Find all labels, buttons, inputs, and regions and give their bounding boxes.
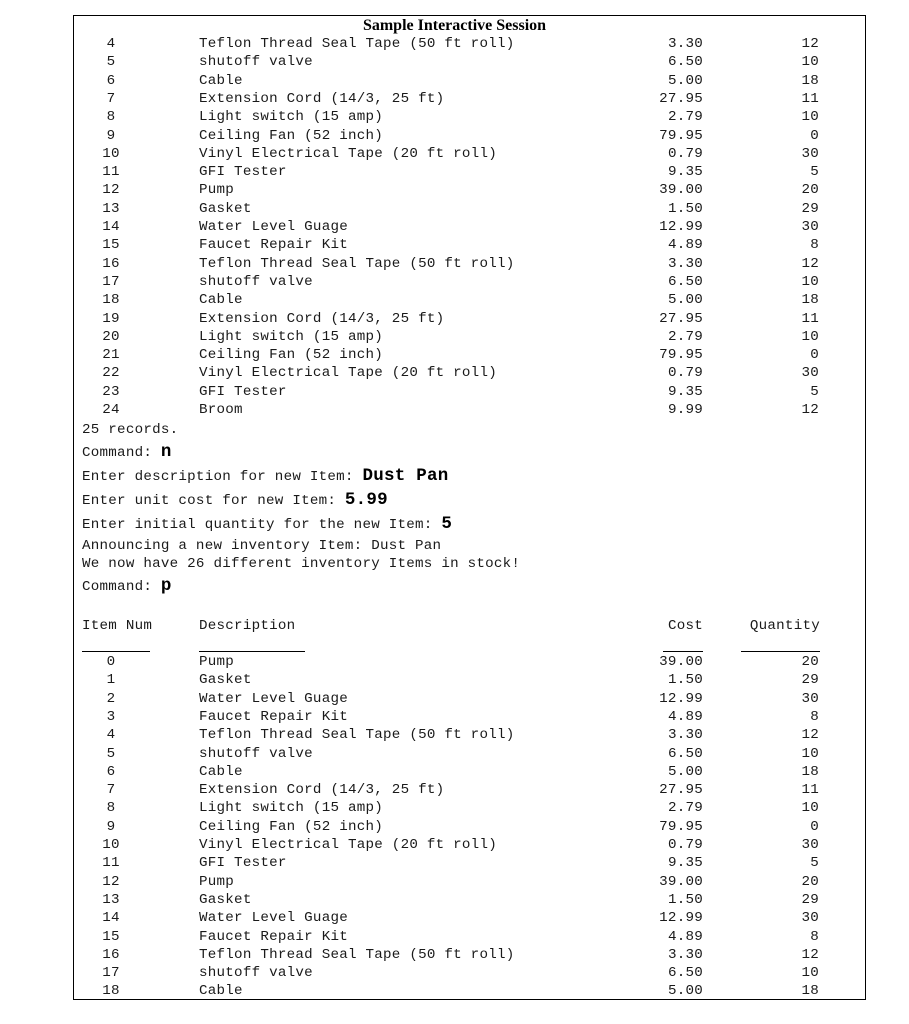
item-quantity: 10 — [801, 328, 819, 345]
item-cost: 12.99 — [659, 219, 703, 235]
item-quantity: 8 — [810, 928, 819, 945]
item-quantity: 12 — [801, 946, 819, 963]
item-quantity: 11 — [801, 90, 819, 107]
item-quantity: 0 — [810, 127, 819, 144]
item-quantity: 18 — [801, 292, 819, 309]
item-num: 7 — [106, 782, 116, 799]
item-description: GFI Tester — [199, 855, 287, 872]
item-num: 8 — [106, 800, 116, 817]
item-description: Vinyl Electrical Tape (20 ft roll) — [199, 365, 497, 382]
item-quantity: 18 — [801, 763, 819, 780]
item-num: 11 — [102, 855, 120, 872]
item-quantity: 20 — [801, 873, 819, 890]
item-description: Light switch (15 amp) — [199, 328, 384, 345]
item-num: 15 — [102, 237, 120, 254]
page-title: Sample Interactive Session — [362, 17, 547, 34]
item-num: 5 — [106, 54, 116, 71]
header-description: Description — [199, 618, 296, 634]
item-description: Light switch (15 amp) — [199, 800, 384, 817]
item-num: 19 — [102, 310, 120, 327]
item-num: 16 — [102, 255, 120, 272]
item-cost: 39.00 — [659, 873, 703, 890]
item-quantity: 12 — [801, 402, 819, 418]
item-cost: 27.95 — [659, 90, 703, 107]
item-cost: 1.50 — [667, 200, 703, 217]
item-cost: 0.79 — [667, 145, 703, 162]
header-underline — [82, 651, 150, 652]
item-quantity: 30 — [801, 365, 819, 382]
item-cost: 39.00 — [659, 654, 703, 670]
item-description: GFI Tester — [199, 383, 287, 400]
command-input: n — [160, 442, 172, 462]
item-description: Ceiling Fan (52 inch) — [199, 818, 384, 835]
item-num: 2 — [106, 690, 116, 707]
item-quantity: 11 — [801, 782, 819, 799]
item-description: Cable — [199, 292, 243, 309]
item-quantity: 20 — [801, 182, 819, 199]
item-description: Faucet Repair Kit — [199, 708, 348, 725]
command-prompt: Command: — [82, 445, 161, 461]
item-description: shutoff valve — [199, 745, 313, 762]
item-num: 15 — [102, 928, 120, 945]
item-quantity: 12 — [801, 36, 819, 52]
item-quantity: 29 — [801, 672, 819, 689]
item-num: 21 — [102, 347, 120, 364]
item-cost: 5.00 — [667, 72, 703, 89]
item-description: Cable — [199, 983, 243, 1000]
header-underline — [663, 651, 703, 652]
item-cost: 2.79 — [667, 328, 703, 345]
stock-line: We now have 26 different inventory Items in stock! — [82, 556, 521, 572]
item-quantity: 30 — [801, 690, 819, 707]
command-line-2 — [82, 577, 172, 596]
item-quantity: 30 — [801, 910, 819, 927]
cost-line — [82, 491, 388, 510]
item-cost: 9.35 — [667, 855, 703, 872]
item-num: 5 — [106, 745, 116, 762]
item-description: Water Level Guage — [199, 690, 348, 707]
item-num: 17 — [102, 965, 120, 982]
item-num: 12 — [102, 182, 120, 199]
item-description: Water Level Guage — [199, 219, 348, 235]
item-quantity: 18 — [801, 983, 819, 1000]
records-count: 25 records. — [82, 422, 179, 438]
item-num: 4 — [106, 36, 116, 52]
item-quantity: 10 — [801, 54, 819, 71]
item-cost: 6.50 — [667, 54, 703, 71]
item-cost: 39.00 — [659, 182, 703, 199]
item-description: Ceiling Fan (52 inch) — [199, 127, 384, 144]
item-description: GFI Tester — [199, 164, 287, 181]
description-prompt: Enter description for new Item: — [82, 469, 363, 485]
item-quantity: 10 — [801, 800, 819, 817]
item-cost: 9.35 — [667, 383, 703, 400]
item-num: 14 — [102, 219, 120, 235]
item-num: 17 — [102, 273, 120, 290]
item-cost: 0.79 — [667, 365, 703, 382]
item-cost: 3.30 — [667, 727, 703, 744]
command-line-1 — [82, 443, 172, 462]
item-description: Broom — [199, 402, 243, 418]
item-num: 23 — [102, 383, 120, 400]
item-cost: 4.89 — [667, 928, 703, 945]
item-quantity: 0 — [810, 347, 819, 364]
item-cost: 6.50 — [667, 273, 703, 290]
item-description: Vinyl Electrical Tape (20 ft roll) — [199, 837, 497, 853]
item-num: 10 — [102, 145, 120, 162]
item-description: Faucet Repair Kit — [199, 928, 348, 945]
item-cost: 4.89 — [667, 708, 703, 725]
item-cost: 79.95 — [659, 127, 703, 144]
item-cost: 27.95 — [659, 782, 703, 799]
item-num: 0 — [106, 654, 116, 670]
item-quantity: 29 — [801, 891, 819, 908]
item-num: 12 — [102, 873, 120, 890]
item-cost: 0.79 — [667, 837, 703, 853]
item-num: 6 — [106, 763, 116, 780]
item-cost: 6.50 — [667, 745, 703, 762]
item-num: 13 — [102, 200, 120, 217]
description-input: Dust Pan — [362, 466, 449, 486]
item-description: Teflon Thread Seal Tape (50 ft roll) — [199, 727, 515, 744]
item-num: 1 — [106, 672, 116, 689]
announce-line: Announcing a new inventory Item: Dust Pan — [82, 538, 442, 554]
item-quantity: 10 — [801, 109, 819, 126]
item-cost: 3.30 — [667, 255, 703, 272]
quantity-line — [82, 515, 452, 534]
item-quantity: 5 — [810, 855, 819, 872]
item-cost: 5.00 — [667, 763, 703, 780]
item-description: shutoff valve — [199, 965, 313, 982]
item-quantity: 30 — [801, 219, 819, 235]
item-num: 8 — [106, 109, 116, 126]
item-description: Teflon Thread Seal Tape (50 ft roll) — [199, 36, 515, 52]
item-cost: 1.50 — [667, 891, 703, 908]
item-quantity: 10 — [801, 965, 819, 982]
command-prompt: Command: — [82, 579, 161, 595]
item-num: 9 — [106, 818, 116, 835]
item-num: 10 — [102, 837, 120, 853]
item-quantity: 8 — [810, 237, 819, 254]
quantity-input: 5 — [441, 514, 453, 534]
item-num: 11 — [102, 164, 120, 181]
item-quantity: 20 — [801, 654, 819, 670]
item-description: Pump — [199, 873, 235, 890]
item-num: 9 — [106, 127, 116, 144]
item-cost: 2.79 — [667, 109, 703, 126]
item-cost: 79.95 — [659, 347, 703, 364]
item-description: Teflon Thread Seal Tape (50 ft roll) — [199, 255, 515, 272]
item-description: Vinyl Electrical Tape (20 ft roll) — [199, 145, 497, 162]
item-cost: 12.99 — [659, 690, 703, 707]
item-description: Extension Cord (14/3, 25 ft) — [199, 782, 445, 799]
item-cost: 6.50 — [667, 965, 703, 982]
item-description: Extension Cord (14/3, 25 ft) — [199, 310, 445, 327]
item-quantity: 5 — [810, 383, 819, 400]
item-cost: 79.95 — [659, 818, 703, 835]
item-num: 20 — [102, 328, 120, 345]
cost-prompt: Enter unit cost for new Item: — [82, 493, 345, 509]
item-description: Gasket — [199, 891, 252, 908]
item-cost: 12.99 — [659, 910, 703, 927]
quantity-prompt: Enter initial quantity for the new Item: — [82, 517, 442, 533]
description-line — [82, 467, 448, 486]
header-quantity: Quantity — [749, 618, 820, 634]
item-num: 18 — [102, 983, 120, 1000]
item-num: 7 — [106, 90, 116, 107]
item-description: shutoff valve — [199, 54, 313, 71]
item-quantity: 5 — [810, 164, 819, 181]
item-description: Ceiling Fan (52 inch) — [199, 347, 384, 364]
item-cost: 9.99 — [667, 402, 703, 418]
item-cost: 3.30 — [667, 36, 703, 52]
item-cost: 27.95 — [659, 310, 703, 327]
item-description: Teflon Thread Seal Tape (50 ft roll) — [199, 946, 515, 963]
item-cost: 3.30 — [667, 946, 703, 963]
header-item-num: Item Num — [82, 618, 153, 634]
command-input: p — [160, 576, 172, 596]
item-quantity: 8 — [810, 708, 819, 725]
item-description: Faucet Repair Kit — [199, 237, 348, 254]
item-cost: 5.00 — [667, 983, 703, 1000]
item-quantity: 12 — [801, 255, 819, 272]
item-num: 24 — [102, 402, 120, 418]
item-num: 16 — [102, 946, 120, 963]
item-num: 3 — [106, 708, 116, 725]
item-quantity: 10 — [801, 745, 819, 762]
item-quantity: 10 — [801, 273, 819, 290]
item-cost: 1.50 — [667, 672, 703, 689]
item-description: Cable — [199, 72, 243, 89]
item-num: 4 — [106, 727, 116, 744]
item-description: Gasket — [199, 672, 252, 689]
cost-input: 5.99 — [344, 490, 388, 510]
item-cost: 2.79 — [667, 800, 703, 817]
item-description: Water Level Guage — [199, 910, 348, 927]
item-description: Extension Cord (14/3, 25 ft) — [199, 90, 445, 107]
item-num: 13 — [102, 891, 120, 908]
item-cost: 4.89 — [667, 237, 703, 254]
item-description: Cable — [199, 763, 243, 780]
item-quantity: 11 — [801, 310, 819, 327]
item-num: 22 — [102, 365, 120, 382]
item-quantity: 0 — [810, 818, 819, 835]
item-cost: 5.00 — [667, 292, 703, 309]
header-underline — [741, 651, 820, 652]
item-num: 18 — [102, 292, 120, 309]
item-quantity: 12 — [801, 727, 819, 744]
header-underline — [199, 651, 305, 652]
item-quantity: 29 — [801, 200, 819, 217]
item-cost: 9.35 — [667, 164, 703, 181]
item-quantity: 30 — [801, 837, 819, 853]
item-description: shutoff valve — [199, 273, 313, 290]
item-quantity: 30 — [801, 145, 819, 162]
header-cost: Cost — [667, 618, 703, 634]
item-description: Gasket — [199, 200, 252, 217]
item-description: Pump — [199, 182, 235, 199]
item-num: 6 — [106, 72, 116, 89]
item-num: 14 — [102, 910, 120, 927]
item-description: Light switch (15 amp) — [199, 109, 384, 126]
item-description: Pump — [199, 654, 235, 670]
item-quantity: 18 — [801, 72, 819, 89]
